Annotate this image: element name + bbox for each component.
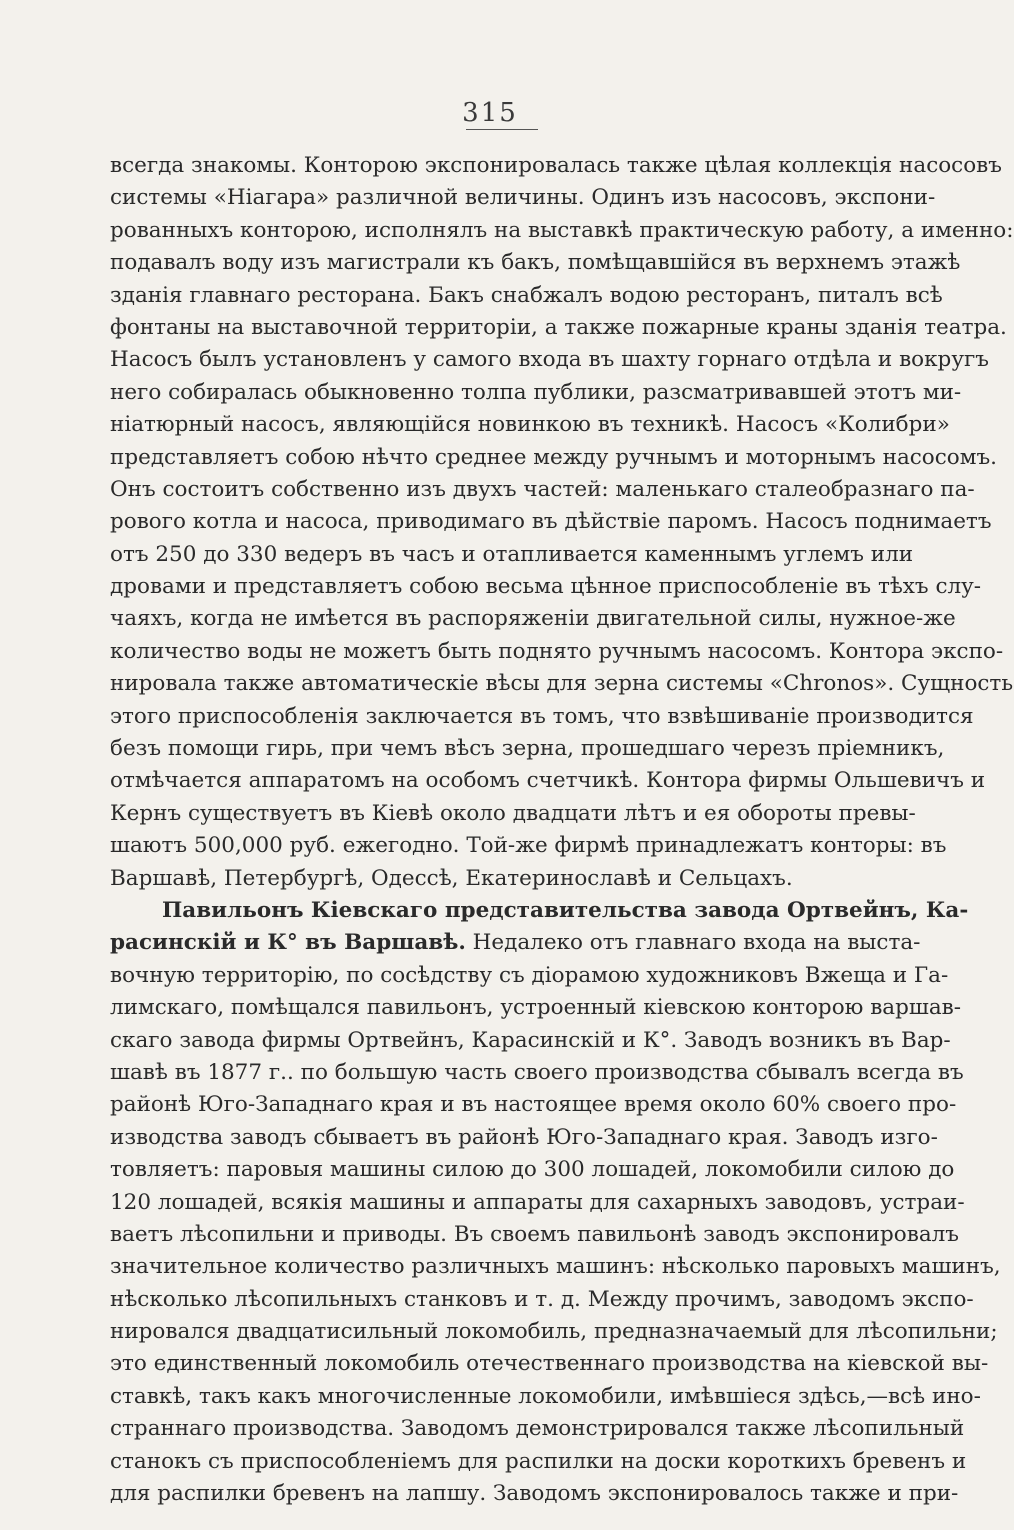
text-line: скаго завода фирмы Ортвейнъ, Карасинскій и К°. Заводъ возникъ въ Вар- — [110, 1027, 951, 1053]
text-line: рованныхъ конторою, исполнялъ на выставкѣ практическую работу, а именно: — [110, 217, 1014, 243]
text-line: значительное количество различныхъ машинъ: нѣсколько паровыхъ машинъ, — [110, 1254, 1001, 1280]
text-line: шаютъ 500,000 руб. ежегодно. Той-же фирмѣ принадлежатъ конторы: въ — [110, 833, 947, 859]
text-line: Варшавѣ, Петербургѣ, Одессѣ, Екатеринославѣ и Сельцахъ. — [110, 865, 793, 891]
text-line: чаяхъ, когда не имѣется въ распоряженіи двигательной силы, нужное-же — [110, 606, 956, 632]
text-line: отъ 250 до 330 ведеръ въ часъ и отапливается каменнымъ углемъ или — [110, 541, 914, 567]
text-line: Онъ состоитъ собственно изъ двухъ частей: маленькаго сталеобразнаго па- — [110, 476, 975, 502]
page-number: 315 — [462, 98, 518, 128]
paragraph-niagara-pumps — [110, 150, 1014, 895]
text-run: Недалеко отъ главнаго входа на выста- — [465, 930, 921, 956]
text-line: отмѣчается аппаратомъ на особомъ счетчикѣ. Контора фирмы Ольшевичъ и — [110, 768, 986, 794]
text-line: лимскаго, помѣщался павильонъ, устроенный кіевскою конторою варшав- — [110, 995, 962, 1021]
text-line: Насосъ былъ установленъ у самого входа въ шахту горнаго отдѣла и вокругъ — [110, 347, 989, 373]
text-body — [110, 150, 1014, 1510]
section-heading-end: расинскій и К° въ Варшавѣ. — [110, 930, 466, 956]
text-line: ставкѣ, такъ какъ многочисленные локомобили, имѣвшіеся здѣсь,—всѣ ино- — [110, 1383, 981, 1409]
page-number-rule — [466, 129, 538, 130]
text-line: представляетъ собою нѣчто среднее между ручнымъ и моторнымъ насосомъ. — [110, 444, 997, 470]
text-line: этого приспособленія заключается въ томъ, что взвѣшиваніе производится — [110, 703, 974, 729]
text-line: ніатюрный насосъ, являющійся новинкою въ техникѣ. Насосъ «Колибри» — [110, 412, 950, 438]
text-line: изводства заводъ сбываетъ въ районѣ Юго-Западнаго края. Заводъ изго- — [110, 1124, 938, 1150]
text-line: нѣсколько лѣсопильныхъ станковъ и т. д. Между прочимъ, заводомъ экспо- — [110, 1286, 974, 1312]
text-line: подавалъ воду изъ магистрали къ бакъ, помѣщавшійся въ верхнемъ этажѣ — [110, 250, 961, 276]
paragraph-ortwein-pavilion — [110, 895, 1001, 1510]
text-line: Кернъ существуетъ въ Кіевѣ около двадцати лѣтъ и ея обороты превы- — [110, 800, 916, 826]
text-line: фонтаны на выставочной территоріи, а также пожарные краны зданія театра. — [110, 314, 1007, 340]
text-line: для распилки бревенъ на лапшу. Заводомъ экспонировалось также и при- — [110, 1481, 959, 1507]
text-line: него собиралась обыкновенно толпа публики, разсматривавшей этотъ ми- — [110, 379, 962, 405]
text-line — [110, 927, 921, 959]
section-heading-line: Павильонъ Кіевскаго представительства завода Ортвейнъ, Ка- — [162, 897, 969, 923]
text-line: товляетъ: паровыя машины силою до 300 лошадей, локомобили силою до — [110, 1157, 955, 1183]
text-line: это единственный локомобиль отечественнаго производства на кіевской вы- — [110, 1351, 989, 1377]
text-line: вочную территорію, по сосѣдству съ діорамою художниковъ Вжеща и Га- — [110, 962, 949, 988]
text-line: дровами и представляетъ собою весьма цѣнное приспособленіе въ тѣхъ слу- — [110, 574, 982, 600]
text-line: нировала также автоматическіе вѣсы для зерна системы «Chronos». Сущность — [110, 671, 1014, 697]
text-line: ваетъ лѣсопильни и приводы. Въ своемъ павильонѣ заводъ экспонировалъ — [110, 1221, 959, 1247]
text-line: всегда знакомы. Конторою экспонировалась также цѣлая коллекція насосовъ — [110, 153, 1002, 178]
text-line: количество воды не можетъ быть поднято ручнымъ насосомъ. Контора экспо- — [110, 638, 1004, 664]
text-line: шавѣ въ 1877 г.. по большую часть своего производства сбывалъ всегда въ — [110, 1059, 964, 1085]
text-line: 120 лошадей, всякія машины и аппараты для сахарныхъ заводовъ, устраи- — [110, 1189, 965, 1215]
text-line: безъ помощи гирь, при чемъ вѣсъ зерна, прошедшаго черезъ пріемникъ, — [110, 736, 945, 762]
text-line: системы «Ніагара» различной величины. Одинъ изъ насосовъ, экспони- — [110, 185, 936, 211]
text-line: страннаго производства. Заводомъ демонстрировался также лѣсопильный — [110, 1416, 965, 1442]
text-line: зданія главнаго ресторана. Бакъ снабжалъ водою ресторанъ, питалъ всѣ — [110, 282, 943, 308]
text-line: станокъ съ приспособленіемъ для распилки на доски короткихъ бревенъ и — [110, 1448, 967, 1474]
text-line: районѣ Юго-Западнаго края и въ настоящее время около 60% своего про- — [110, 1092, 957, 1118]
text-line: нировался двадцатисильный локомобиль, предназначаемый для лѣсопильни; — [110, 1319, 998, 1345]
text-line: рового котла и насоса, приводимаго въ дѣйствіе паромъ. Насосъ поднимаетъ — [110, 509, 992, 535]
